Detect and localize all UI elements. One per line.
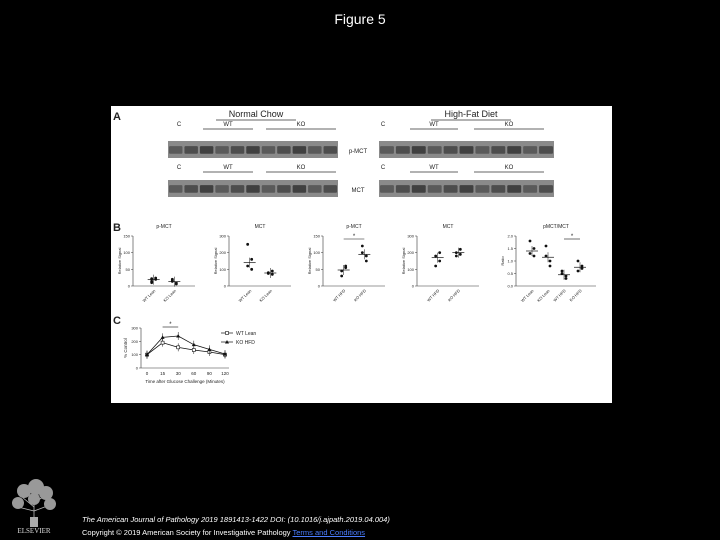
blot-band — [539, 185, 553, 193]
gtt-x-tick-label: 15 — [160, 371, 166, 376]
blot-band — [523, 146, 537, 154]
scatter-category-label: WT HFD — [425, 288, 441, 303]
blot-band — [184, 146, 197, 154]
blot-band — [475, 146, 489, 154]
blot-band — [491, 185, 505, 193]
scatter-category-label: KO HFD — [352, 288, 368, 303]
scatter-point — [365, 255, 368, 258]
scatter-tick-label: 300 — [407, 233, 414, 239]
blot-band — [308, 146, 321, 154]
group-label: C — [380, 165, 386, 171]
scatter-plot-title: MCT — [442, 224, 454, 230]
blot-band — [507, 185, 521, 193]
scatter-category-label: WT Lean — [519, 288, 535, 304]
scatter-category-label: KO Lean — [536, 288, 551, 303]
scatter-category-label: KO HFD — [446, 288, 462, 303]
scatter-point — [549, 260, 552, 263]
scatter-category-label: WT HFD — [552, 288, 567, 303]
gtt-y-tick-label: 200 — [131, 338, 138, 344]
blot-band — [539, 146, 553, 154]
blot-band — [231, 146, 244, 154]
scatter-tick-label: 300 — [219, 233, 226, 239]
scatter-point — [438, 251, 441, 254]
blot-band — [200, 146, 213, 154]
scatter-tick-label: 100 — [407, 266, 414, 272]
scatter-point — [361, 245, 364, 248]
blot-band — [396, 146, 410, 154]
blot-band — [215, 185, 228, 193]
scatter-point — [529, 252, 532, 255]
group-label: KO — [504, 122, 514, 128]
panel-a-label: A — [113, 111, 121, 123]
blot-band — [380, 146, 394, 154]
group-label: WT — [429, 165, 439, 171]
scatter-tick-label: 50 — [315, 266, 320, 272]
group-label: KO — [296, 122, 306, 128]
group-label: WT — [223, 122, 233, 128]
copyright-line — [82, 528, 365, 537]
publisher-name: ELSEVIER — [17, 527, 51, 535]
group-label: C — [380, 122, 386, 128]
scatter-category-label: WT Lean — [141, 288, 157, 304]
blot-label-mct: MCT — [351, 188, 365, 194]
scatter-category-label: KO HFD — [568, 288, 583, 303]
scatter-point — [545, 245, 548, 248]
gtt-x-tick-label: 90 — [206, 371, 212, 376]
group-label: WT — [429, 122, 439, 128]
figure-image — [111, 106, 612, 403]
gtt-x-label: Time after Glucose Challenge (Minutes) — [145, 379, 225, 384]
blot-band — [277, 185, 290, 193]
panel-b-label: B — [113, 222, 121, 234]
scatter-category-label: KO Lean — [258, 288, 274, 303]
scatter-point — [246, 243, 249, 246]
scatter-point — [344, 265, 347, 268]
gtt-y-label: % Control — [123, 338, 128, 358]
gtt-significance-star: * — [169, 322, 172, 328]
scatter-point — [340, 275, 343, 278]
blot-band — [231, 185, 244, 193]
terms-link[interactable]: Terms and Conditions — [292, 528, 366, 537]
blot-band — [324, 146, 337, 154]
group-label: C — [176, 122, 182, 128]
blot-band — [262, 185, 275, 193]
scatter-tick-label: 100 — [123, 250, 130, 256]
gtt-point-square — [177, 346, 180, 349]
scatter-plot-title: MCT — [254, 224, 266, 230]
scatter-point — [434, 265, 437, 268]
scatter-point — [577, 270, 580, 273]
blot-band — [460, 185, 474, 193]
blot-band — [412, 146, 426, 154]
scatter-tick-label: 0 — [411, 283, 414, 289]
elsevier-logo — [6, 477, 62, 535]
legend-label-wt-lean: WT Lean — [236, 331, 257, 337]
scatter-point — [577, 260, 580, 263]
gtt-point-triangle — [192, 343, 196, 347]
scatter-point — [529, 240, 532, 243]
gtt-x-tick-label: 0 — [145, 371, 149, 376]
blot-band — [293, 185, 306, 193]
gtt-y-tick-label: 300 — [131, 325, 138, 331]
blot-band — [169, 185, 182, 193]
figure-title: Figure 5 — [334, 11, 386, 27]
blot-band — [293, 146, 306, 154]
gtt-x-tick-label: 120 — [221, 371, 229, 376]
blot-band — [246, 185, 259, 193]
high-fat-diet-header: High-Fat Diet — [444, 109, 498, 119]
group-label: WT — [223, 165, 233, 171]
blot-band — [396, 185, 410, 193]
scatter-tick-label: 150 — [313, 233, 320, 239]
scatter-tick-label: 200 — [407, 250, 414, 256]
blot-band — [460, 146, 474, 154]
citation-text: The American Journal of Pathology 2019 1891413-1422 DOI: (10.1016/j.ajpath.2019.04.004) — [82, 515, 390, 524]
scatter-point — [533, 247, 536, 250]
scatter-tick-label: 2.0 — [507, 233, 513, 239]
scatter-point — [565, 277, 568, 280]
blot-band — [444, 146, 458, 154]
blot-label-pmct: p-MCT — [348, 149, 368, 155]
scatter-category-label: WT Lean — [237, 288, 253, 304]
blot-band — [308, 185, 321, 193]
scatter-point — [250, 258, 253, 261]
panel-c-label: C — [113, 315, 121, 327]
gtt-y-tick-label: 0 — [135, 365, 138, 371]
gtt-x-tick-label: 30 — [175, 371, 181, 376]
legend-marker-wt-lean — [226, 332, 229, 335]
gtt-x-tick-label: 60 — [191, 371, 197, 376]
significance-star: * — [352, 234, 356, 240]
gtt-y-tick-label: 100 — [131, 352, 138, 358]
group-label: KO — [504, 165, 514, 171]
scatter-plot-title: pMCT/MCT — [543, 224, 569, 230]
figure-svg — [111, 106, 612, 403]
scatter-point — [438, 260, 441, 263]
scatter-category-label: KO Lean — [162, 288, 178, 303]
scatter-point — [271, 270, 274, 273]
blot-band — [246, 146, 259, 154]
blot-band — [215, 146, 228, 154]
scatter-tick-label: 100 — [219, 266, 226, 272]
gtt-point-square — [161, 341, 164, 344]
blot-band — [380, 185, 394, 193]
scatter-point — [361, 251, 364, 254]
scatter-point — [459, 248, 462, 251]
scatter-point — [459, 253, 462, 256]
scatter-y-label: Ratio — [500, 256, 505, 266]
group-label: C — [176, 165, 182, 171]
scatter-tick-label: 100 — [313, 250, 320, 256]
scatter-y-label: Relative Signal — [213, 247, 218, 275]
gtt-series-line — [147, 343, 225, 355]
scatter-y-label: Relative Signal — [307, 247, 312, 275]
blot-band — [507, 146, 521, 154]
scatter-y-label: Relative Signal — [401, 247, 406, 275]
scatter-plot-title: p-MCT — [346, 224, 362, 230]
scatter-point — [434, 255, 437, 258]
blot-band — [262, 146, 275, 154]
scatter-point — [561, 270, 564, 273]
scatter-point — [171, 278, 174, 281]
blot-band — [428, 185, 442, 193]
scatter-tick-label: 150 — [123, 233, 130, 239]
scatter-point — [267, 272, 270, 275]
scatter-point — [549, 265, 552, 268]
scatter-tick-label: 0.0 — [507, 283, 513, 289]
group-label: KO — [296, 165, 306, 171]
blot-band — [523, 185, 537, 193]
scatter-tick-label: 50 — [125, 266, 130, 272]
blot-band — [491, 146, 505, 154]
scatter-plot-title: p-MCT — [156, 224, 172, 230]
blot-band — [277, 146, 290, 154]
scatter-point — [150, 281, 153, 284]
blot-band — [412, 185, 426, 193]
scatter-tick-label: 1.0 — [507, 258, 513, 264]
scatter-point — [455, 255, 458, 258]
blot-band — [444, 185, 458, 193]
scatter-tick-label: 200 — [219, 250, 226, 256]
scatter-tick-label: 0 — [223, 283, 226, 289]
scatter-point — [271, 273, 274, 276]
scatter-point — [175, 283, 178, 286]
significance-star: * — [570, 234, 574, 240]
blot-band — [428, 146, 442, 154]
scatter-tick-label: 1.5 — [507, 246, 513, 251]
scatter-y-label: Relative Signal — [117, 247, 122, 275]
scatter-tick-label: 0 — [127, 283, 130, 289]
blot-band — [184, 185, 197, 193]
blot-band — [169, 146, 182, 154]
scatter-tick-label: 0 — [317, 283, 320, 289]
legend-label-ko-hfd: KO HFD — [236, 340, 255, 346]
normal-chow-header: Normal Chow — [228, 109, 284, 119]
scatter-point — [250, 268, 253, 271]
blot-band — [324, 185, 337, 193]
gtt-point-square — [192, 349, 195, 352]
scatter-point — [246, 265, 249, 268]
blot-band — [475, 185, 489, 193]
scatter-point — [365, 260, 368, 263]
blot-band — [200, 185, 213, 193]
copyright-text: Copyright © 2019 American Society for Investigative Pathology — [82, 528, 291, 537]
scatter-point — [154, 277, 157, 280]
scatter-tick-label: 0.5 — [507, 271, 513, 276]
scatter-point — [533, 255, 536, 258]
scatter-category-label: WT HFD — [331, 288, 347, 303]
